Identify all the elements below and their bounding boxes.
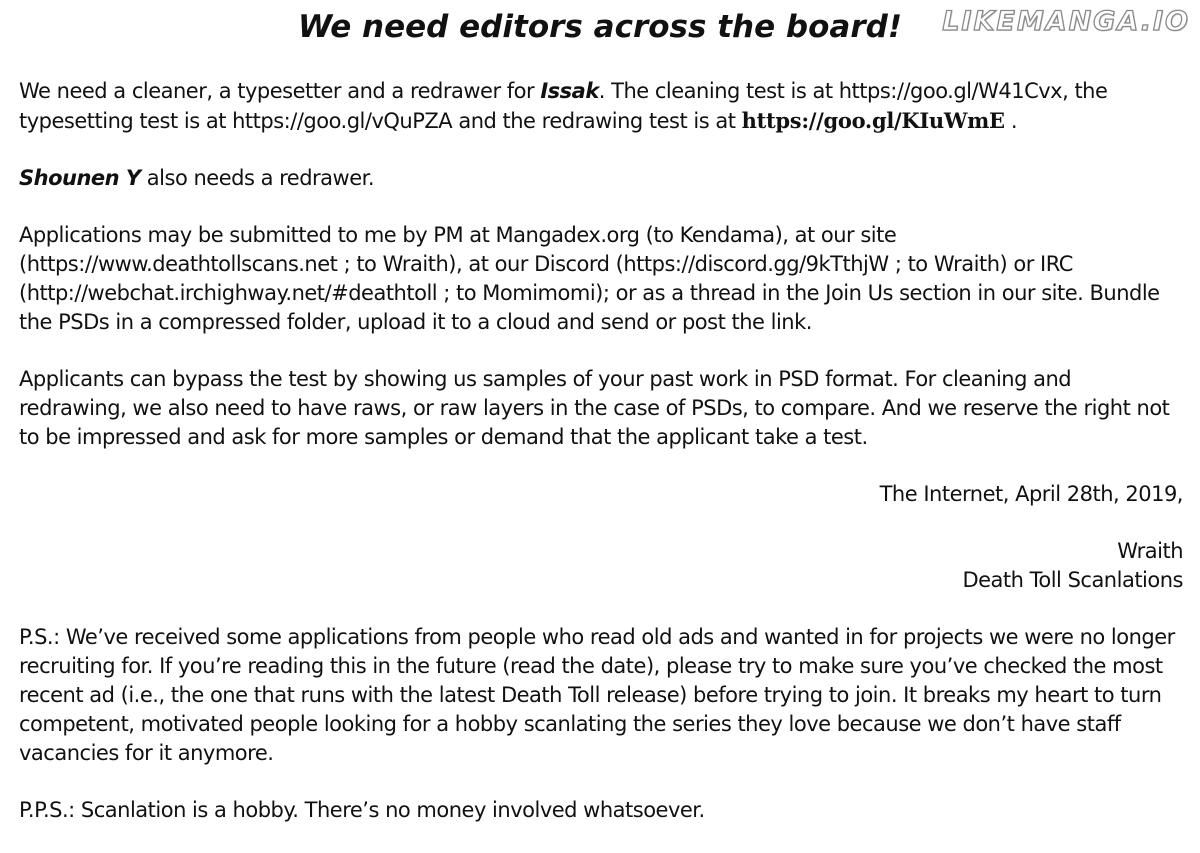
paragraph-text: We need a cleaner, a typesetter and a redrawer for [19,79,541,103]
paragraph-recruitment [19,77,1183,136]
paragraph-text: also needs a redrawer. [140,166,375,190]
signature-name: Wraith [1117,539,1183,563]
signature-group: Death Toll Scanlations [962,568,1183,592]
dateline: The Internet, April 28th, 2019, [879,482,1183,506]
series-title-issak: Issak [540,79,599,103]
paragraph-shounen-y [19,164,1183,193]
site-watermark: LIKEMANGA.IO [942,6,1190,37]
page-title: We need editors across the board! [298,9,902,45]
paragraph-bypass-test: Applicants can bypass the test by showing us samples of your past work in PSD format. For cleaning and redrawing, we also need to have raws, or raw layers in the case of PSDs, to compare. And we reserve the right not to be impressed and ask for more samples or demand that the applicant take a test. [19,367,1170,449]
postscript: P.S.: We’ve received some applications from people who read old ads and wanted in for projects we were no longer recruiting for. If you’re reading this in the future (read the date), please try to make sure you’ve checked the most recent ad (i.e., the one that runs with the latest Death Toll release) before trying to join. It breaks my heart to turn competent, motivated people looking for a hobby scanlating the series they love because we don’t have staff vacancies for it anymore. [19,625,1175,765]
redrawing-test-link: https://goo.gl/KIuWmE [741,108,1005,133]
series-title-shounen-y: Shounen Y [19,166,141,190]
paragraph-text: . The cleaning test is at https://goo.gl/W41Cvx, the typesetting test is at https://goo.gl/vQuPZA and the redrawing test is at [19,79,1108,133]
paragraph-text: . [1004,109,1018,133]
paragraph-applications: Applications may be submitted to me by PM at Mangadex.org (to Kendama), at our site (https://www.deathtollscans.net ; to Wraith), at our Discord (https://discord.gg/9kTthjW ; to Wraith) or IRC (http://webchat.irchighway.net/#deathtoll ; to Momimomi); or as a thread in the Join Us section in our site. Bundle the PSDs in a compressed folder, upload it to a cloud and send or post the link. [19,223,1160,334]
signature-block [19,537,1183,595]
document-body [19,77,1183,853]
post-postscript: P.P.S.: Scanlation is a hobby. There’s no money involved whatsoever. [19,798,705,822]
